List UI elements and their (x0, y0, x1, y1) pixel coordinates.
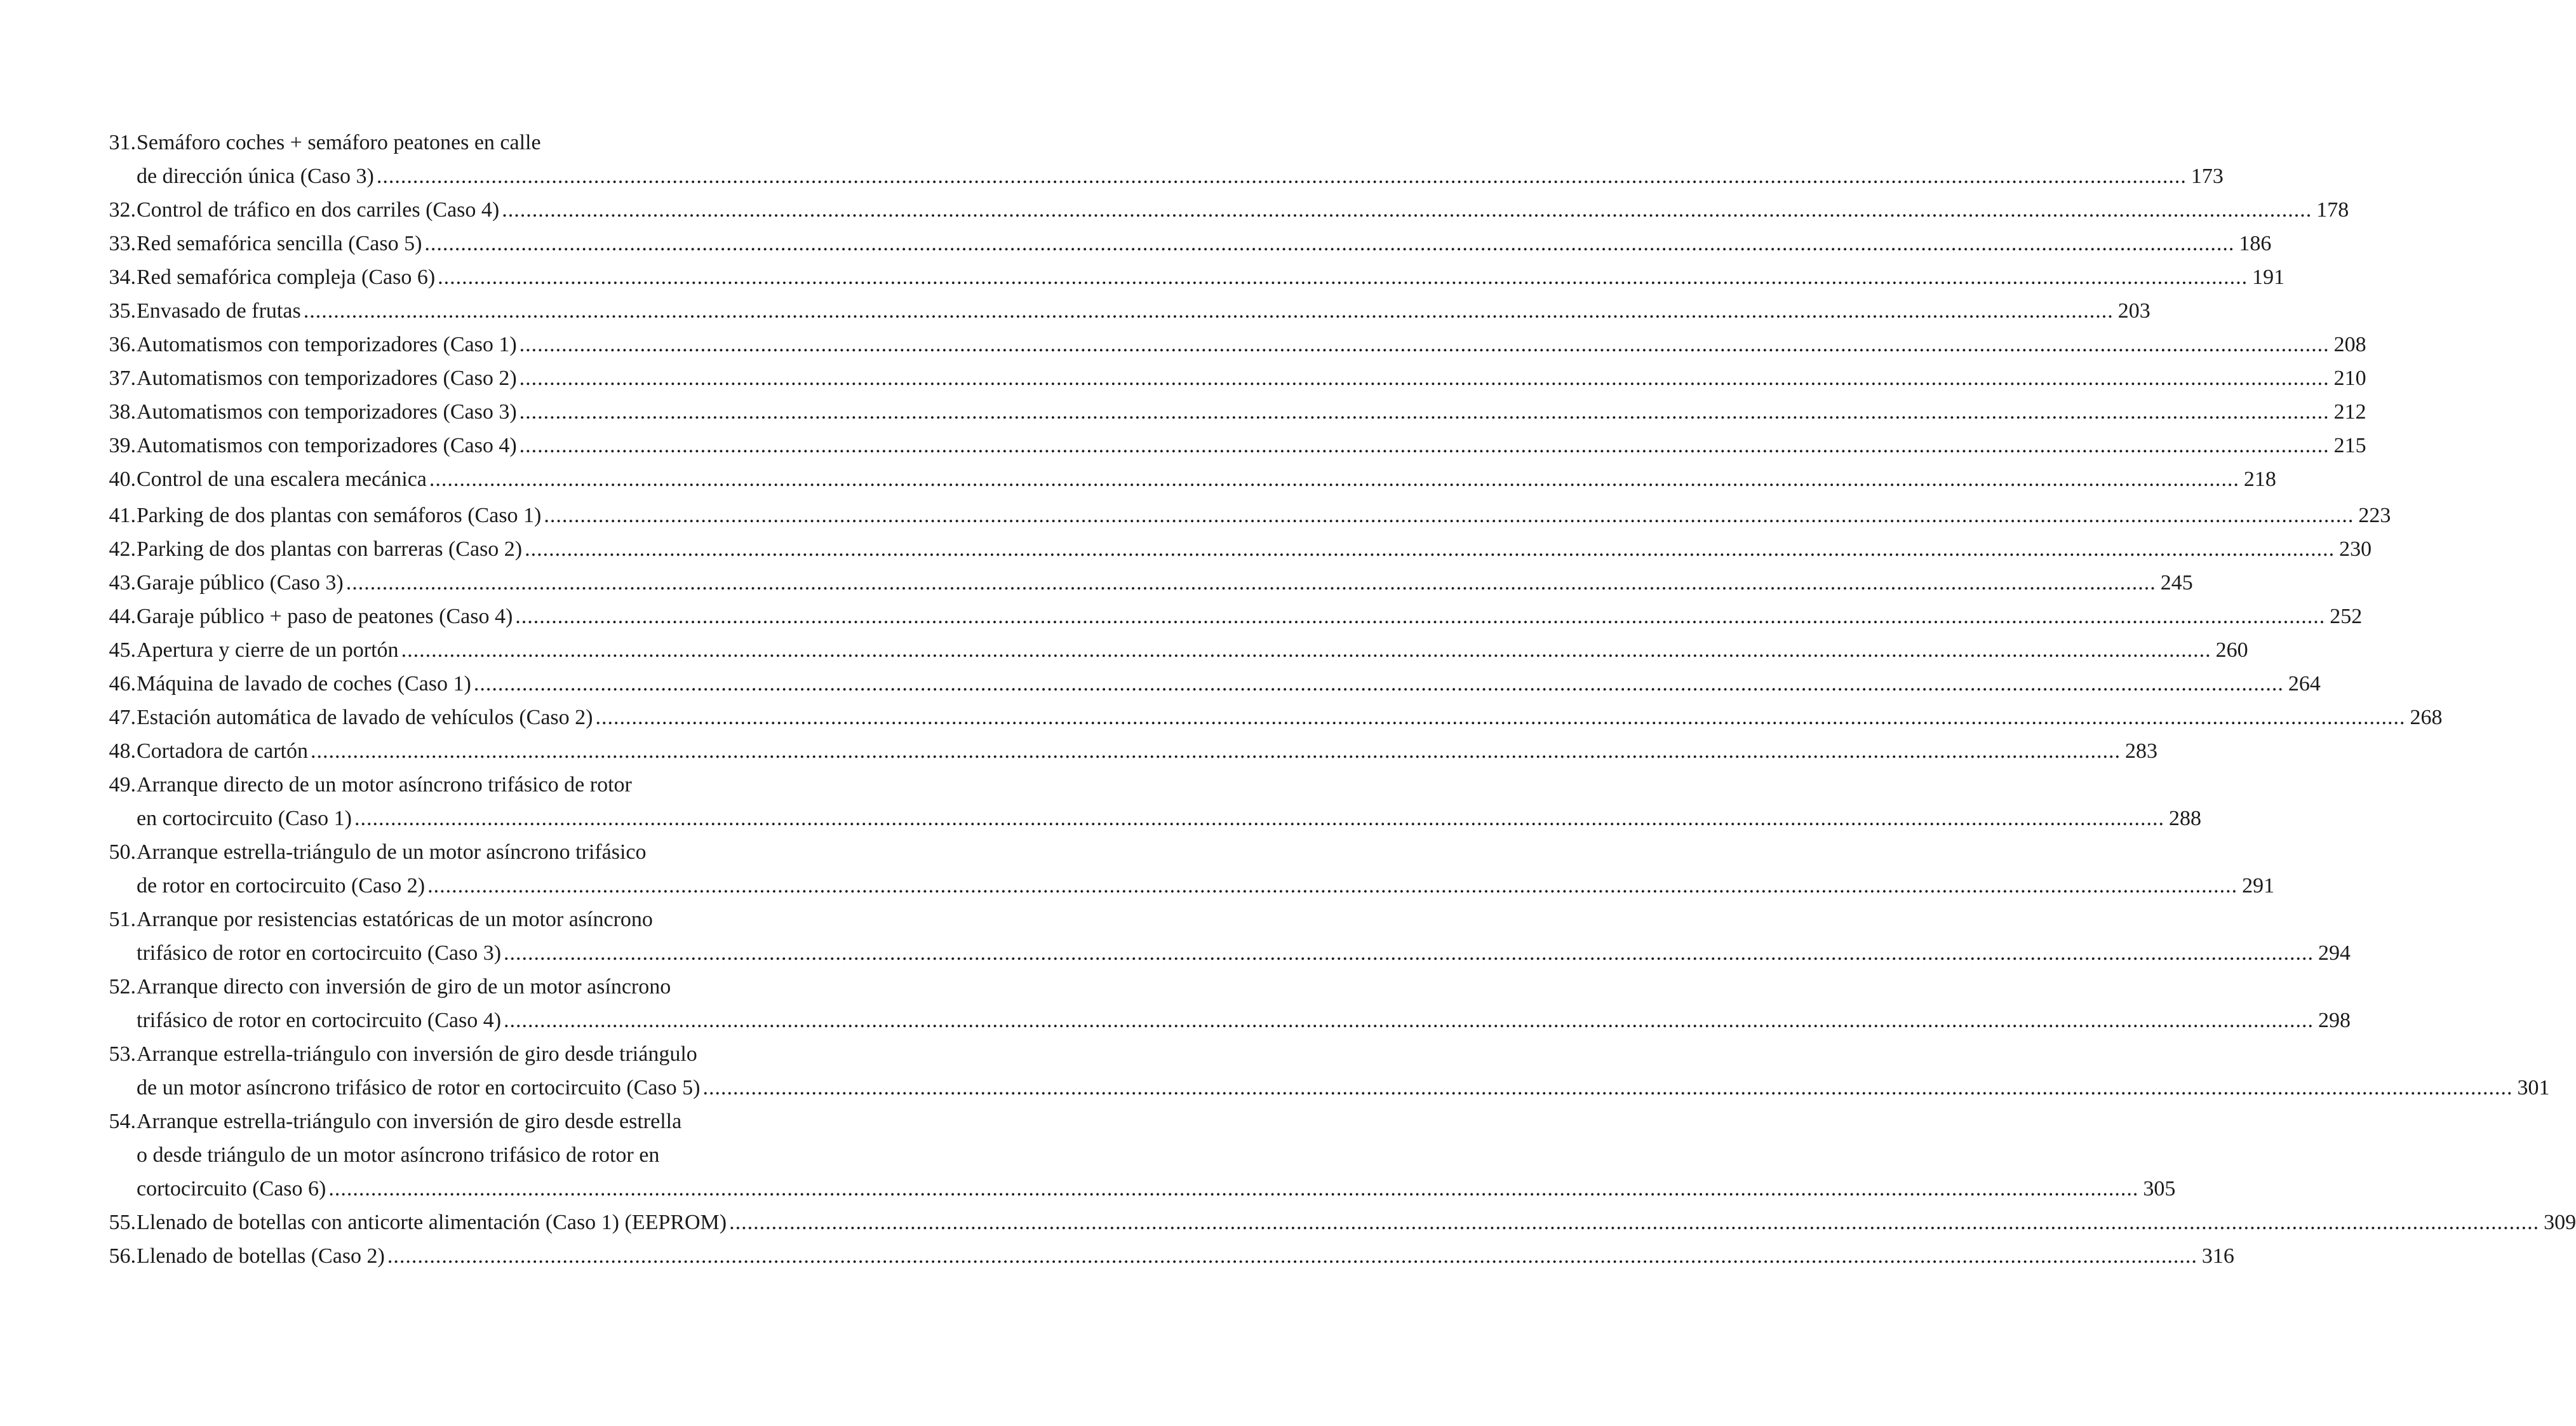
toc-entry (100, 1206, 2576, 1239)
toc-entry (100, 768, 2201, 835)
dot-leader: ............................................................................................................................................................................................................................................................................................................ (401, 638, 2211, 662)
toc-entry (100, 1239, 2234, 1273)
toc-entry (100, 1105, 2176, 1206)
dot-leader: ............................................................................................................................................................................................................................................................................................................ (328, 1177, 2139, 1201)
toc-entry-final-line (100, 869, 2275, 903)
toc-entry-number: 42. (109, 537, 136, 561)
toc-entry (100, 667, 2321, 701)
toc-entry (100, 227, 2272, 260)
dot-leader: ............................................................................................................................................................................................................................................................................................................ (519, 400, 2330, 424)
toc-entry-page-number: 305 (2143, 1177, 2176, 1201)
toc-entry-title-line: Apertura y cierre de un portón (137, 638, 399, 662)
toc-entry-title-line: trifásico de rotor en cortocircuito (Caso 4) (137, 1009, 502, 1032)
toc-entry-page-number: 210 (2333, 367, 2366, 390)
toc-entry-final-line (100, 734, 2157, 768)
toc-entry (100, 260, 2285, 294)
toc-entry-number: 38. (109, 400, 136, 424)
toc-entry-number: 37. (109, 367, 136, 390)
toc-entry-number: 55. (109, 1211, 136, 1234)
toc-entry-number: 48. (109, 739, 136, 763)
toc-entry (100, 734, 2157, 768)
dot-leader: ............................................................................................................................................................................................................................................................................................................ (519, 434, 2330, 457)
toc-entry-title-line: Automatismos con temporizadores (Caso 4) (137, 434, 517, 457)
toc-entry-title-line: Arranque estrella-triángulo con inversión de giro desde estrella (137, 1110, 682, 1133)
toc-entry (100, 600, 2363, 633)
toc-entry-page-number: 230 (2339, 537, 2372, 561)
toc-entry-number: 50. (109, 840, 136, 864)
toc-entry (100, 532, 2372, 566)
toc-entry (100, 499, 2391, 532)
toc-entry (100, 395, 2366, 429)
dot-leader: ............................................................................................................................................................................................................................................................................................................ (702, 1076, 2513, 1100)
toc-entry-number: 32. (109, 198, 136, 222)
toc-entry-page-number: 178 (2316, 198, 2349, 222)
toc-entry-page-number: 186 (2239, 232, 2272, 255)
dot-leader: ............................................................................................................................................................................................................................................................................................................ (504, 1009, 2314, 1032)
dot-leader: ............................................................................................................................................................................................................................................................................................................ (311, 739, 2121, 763)
toc-entry-number: 34. (109, 266, 136, 289)
toc-entry-page-number: 212 (2333, 400, 2366, 424)
toc-entry-final-line (100, 936, 2351, 970)
toc-entry-title-line: Arranque directo de un motor asíncrono trifásico de rotor (137, 773, 632, 797)
toc-entry (100, 361, 2366, 395)
dot-leader: ............................................................................................................................................................................................................................................................................................................ (544, 504, 2354, 527)
toc-entry (100, 701, 2443, 734)
toc-entry-title-line: Envasado de frutas (137, 299, 301, 323)
toc-entry-title-line: Máquina de lavado de coches (Caso 1) (137, 672, 471, 696)
toc-entry-number: 35. (109, 299, 136, 323)
dot-leader: ............................................................................................................................................................................................................................................................................................................ (387, 1244, 2197, 1268)
dot-leader: ............................................................................................................................................................................................................................................................................................................ (595, 706, 2406, 729)
toc-entry (100, 566, 2193, 600)
toc-entry-final-line (100, 802, 2201, 835)
toc-entry-final-line (100, 227, 2272, 260)
dot-leader: ............................................................................................................................................................................................................................................................................................................ (345, 571, 2156, 595)
toc-entry-final-line (100, 1239, 2234, 1273)
toc-entry-title-line: Llenado de botellas con anticorte alimentación (Caso 1) (EEPROM) (137, 1211, 727, 1234)
toc-entry-page-number: 203 (2117, 299, 2150, 323)
toc-entry-title-line: Estación automática de lavado de vehículos (Caso 2) (137, 706, 593, 729)
toc-entry-title-line: Red semafórica compleja (Caso 6) (137, 266, 436, 289)
toc-entry-number: 41. (109, 504, 136, 527)
dot-leader: ............................................................................................................................................................................................................................................................................................................ (525, 537, 2335, 561)
toc-entry-title-line: Red semafórica sencilla (Caso 5) (137, 232, 422, 255)
toc-entry-final-line (100, 532, 2372, 566)
dot-leader: ............................................................................................................................................................................................................................................................................................................ (429, 467, 2239, 491)
dot-leader: ............................................................................................................................................................................................................................................................................................................ (515, 605, 2326, 628)
toc-entry-title-line: Control de tráfico en dos carriles (Caso 4) (137, 198, 500, 222)
toc-entry-final-line (100, 429, 2366, 462)
toc-entry-title-line: Control de una escalera mecánica (137, 467, 427, 491)
toc-entry-title-line: Semáforo coches + semáforo peatones en calle (137, 131, 541, 154)
toc-entry-page-number: 264 (2288, 672, 2321, 696)
dot-leader: ............................................................................................................................................................................................................................................................................................................ (502, 198, 2312, 222)
toc-entry-number: 56. (109, 1244, 136, 1268)
dot-leader: ............................................................................................................................................................................................................................................................................................................ (519, 367, 2330, 390)
toc-entry-number: 52. (109, 975, 136, 999)
toc-entry (100, 126, 2224, 193)
toc-entry-page-number: 309 (2544, 1211, 2576, 1234)
toc-entry (100, 328, 2366, 361)
toc-entry-page-number: 245 (2160, 571, 2193, 595)
toc-entry-title-line: Parking de dos plantas con barreras (Caso 2) (137, 537, 523, 561)
toc-entry-number: 47. (109, 706, 136, 729)
toc-entry-title-line: Arranque directo con inversión de giro de un motor asíncrono (137, 975, 671, 999)
toc-entry (100, 462, 2276, 496)
toc-entry-title-line: Arranque estrella-triángulo de un motor asíncrono trifásico (137, 840, 647, 864)
toc-entry-title-line: en cortocircuito (Caso 1) (137, 807, 352, 830)
toc-entry-title-line: Automatismos con temporizadores (Caso 1) (137, 333, 517, 356)
toc-entry-number: 54. (109, 1110, 136, 1133)
dot-leader: ............................................................................................................................................................................................................................................................................................................ (427, 874, 2238, 898)
toc-entry-number: 36. (109, 333, 136, 356)
table-of-contents (100, 126, 2576, 1273)
toc-entry-final-line (100, 462, 2276, 496)
toc-entry-number: 45. (109, 638, 136, 662)
dot-leader: ............................................................................................................................................................................................................................................................................................................ (303, 299, 2114, 323)
toc-entry-page-number: 316 (2201, 1244, 2234, 1268)
toc-entry-page-number: 291 (2242, 874, 2275, 898)
toc-entry-final-line (100, 667, 2321, 701)
toc-entry-page-number: 260 (2215, 638, 2248, 662)
toc-entry-page-number: 288 (2168, 807, 2201, 830)
toc-entry-title-line: Automatismos con temporizadores (Caso 2) (137, 367, 517, 390)
dot-leader: ............................................................................................................................................................................................................................................................................................................ (729, 1211, 2540, 1234)
toc-entry-number: 43. (109, 571, 136, 595)
toc-entry (100, 970, 2351, 1037)
toc-entry-final-line (100, 499, 2391, 532)
toc-entry-page-number: 208 (2333, 333, 2366, 356)
toc-entry-page-number: 191 (2252, 266, 2285, 289)
toc-entry-final-line (100, 1004, 2351, 1037)
toc-entry-final-line (100, 1071, 2550, 1105)
toc-entry-title-line: Cortadora de cartón (137, 739, 308, 763)
toc-entry-page-number: 252 (2330, 605, 2363, 628)
toc-entry-final-line (100, 260, 2285, 294)
toc-entry-page-number: 223 (2358, 504, 2391, 527)
toc-entry (100, 835, 2275, 903)
toc-entry-number: 51. (109, 908, 136, 931)
toc-entry (100, 294, 2150, 328)
toc-entry-title-line: Automatismos con temporizadores (Caso 3) (137, 400, 517, 424)
toc-entry-title-line: Garaje público (Caso 3) (137, 571, 344, 595)
toc-entry-title-line: Llenado de botellas (Caso 2) (137, 1244, 385, 1268)
toc-entry-final-line (100, 701, 2443, 734)
toc-entry-title-line: o desde triángulo de un motor asíncrono trifásico de rotor en (137, 1143, 660, 1167)
toc-entry-title-line: de dirección única (Caso 3) (137, 165, 374, 188)
toc-entry-final-line (100, 600, 2363, 633)
toc-entry-final-line (100, 361, 2366, 395)
toc-entry-page-number: 268 (2410, 706, 2443, 729)
toc-entry-number: 40. (109, 467, 136, 491)
dot-leader: ............................................................................................................................................................................................................................................................................................................ (354, 807, 2164, 830)
toc-entry-page-number: 173 (2190, 165, 2224, 188)
toc-entry-page-number: 283 (2125, 739, 2157, 763)
toc-entry-number: 46. (109, 672, 136, 696)
toc-entry-final-line (100, 328, 2366, 361)
toc-entry-title-line: Arranque estrella-triángulo con inversión de giro desde triángulo (137, 1042, 697, 1066)
toc-entry-final-line (100, 159, 2224, 193)
toc-entry-final-line (100, 193, 2349, 227)
toc-entry-page-number: 294 (2318, 941, 2351, 965)
dot-leader: ............................................................................................................................................................................................................................................................................................................ (438, 266, 2248, 289)
toc-entry-title-line: Arranque por resistencias estatóricas de un motor asíncrono (137, 908, 653, 931)
toc-entry-number: 53. (109, 1042, 136, 1066)
toc-entry (100, 429, 2366, 462)
toc-entry-page-number: 301 (2517, 1076, 2550, 1100)
toc-entry-page-number: 215 (2333, 434, 2366, 457)
toc-entry-final-line (100, 1172, 2176, 1206)
toc-entry-final-line (100, 633, 2248, 667)
toc-entry-number: 31. (109, 131, 136, 154)
toc-entry-page-number: 218 (2243, 467, 2276, 491)
toc-entry-title-line: Parking de dos plantas con semáforos (Caso 1) (137, 504, 542, 527)
dot-leader: ............................................................................................................................................................................................................................................................................................................ (519, 333, 2330, 356)
toc-entry-title-line: Garaje público + paso de peatones (Caso 4) (137, 605, 513, 628)
toc-entry-title-line: cortocircuito (Caso 6) (137, 1177, 326, 1201)
toc-entry-page-number: 298 (2318, 1009, 2351, 1032)
toc-entry-number: 49. (109, 773, 136, 797)
toc-entry-final-line (100, 566, 2193, 600)
toc-entry-title-line: trifásico de rotor en cortocircuito (Caso 3) (137, 941, 502, 965)
toc-entry (100, 903, 2351, 970)
dot-leader: ............................................................................................................................................................................................................................................................................................................ (424, 232, 2235, 255)
toc-entry-title-line: de un motor asíncrono trifásico de rotor en cortocircuito (Caso 5) (137, 1076, 701, 1100)
toc-entry-final-line (100, 395, 2366, 429)
dot-leader: ............................................................................................................................................................................................................................................................................................................ (376, 165, 2187, 188)
toc-entry-number: 33. (109, 232, 136, 255)
toc-entry-number: 44. (109, 605, 136, 628)
toc-entry-final-line (100, 1206, 2576, 1239)
dot-leader: ............................................................................................................................................................................................................................................................................................................ (473, 672, 2284, 696)
toc-entry-number: 39. (109, 434, 136, 457)
toc-entry (100, 193, 2349, 227)
dot-leader: ............................................................................................................................................................................................................................................................................................................ (504, 941, 2314, 965)
toc-entry (100, 1037, 2550, 1105)
toc-entry-final-line (100, 294, 2150, 328)
toc-entry-title-line: de rotor en cortocircuito (Caso 2) (137, 874, 426, 898)
toc-entry (100, 633, 2248, 667)
